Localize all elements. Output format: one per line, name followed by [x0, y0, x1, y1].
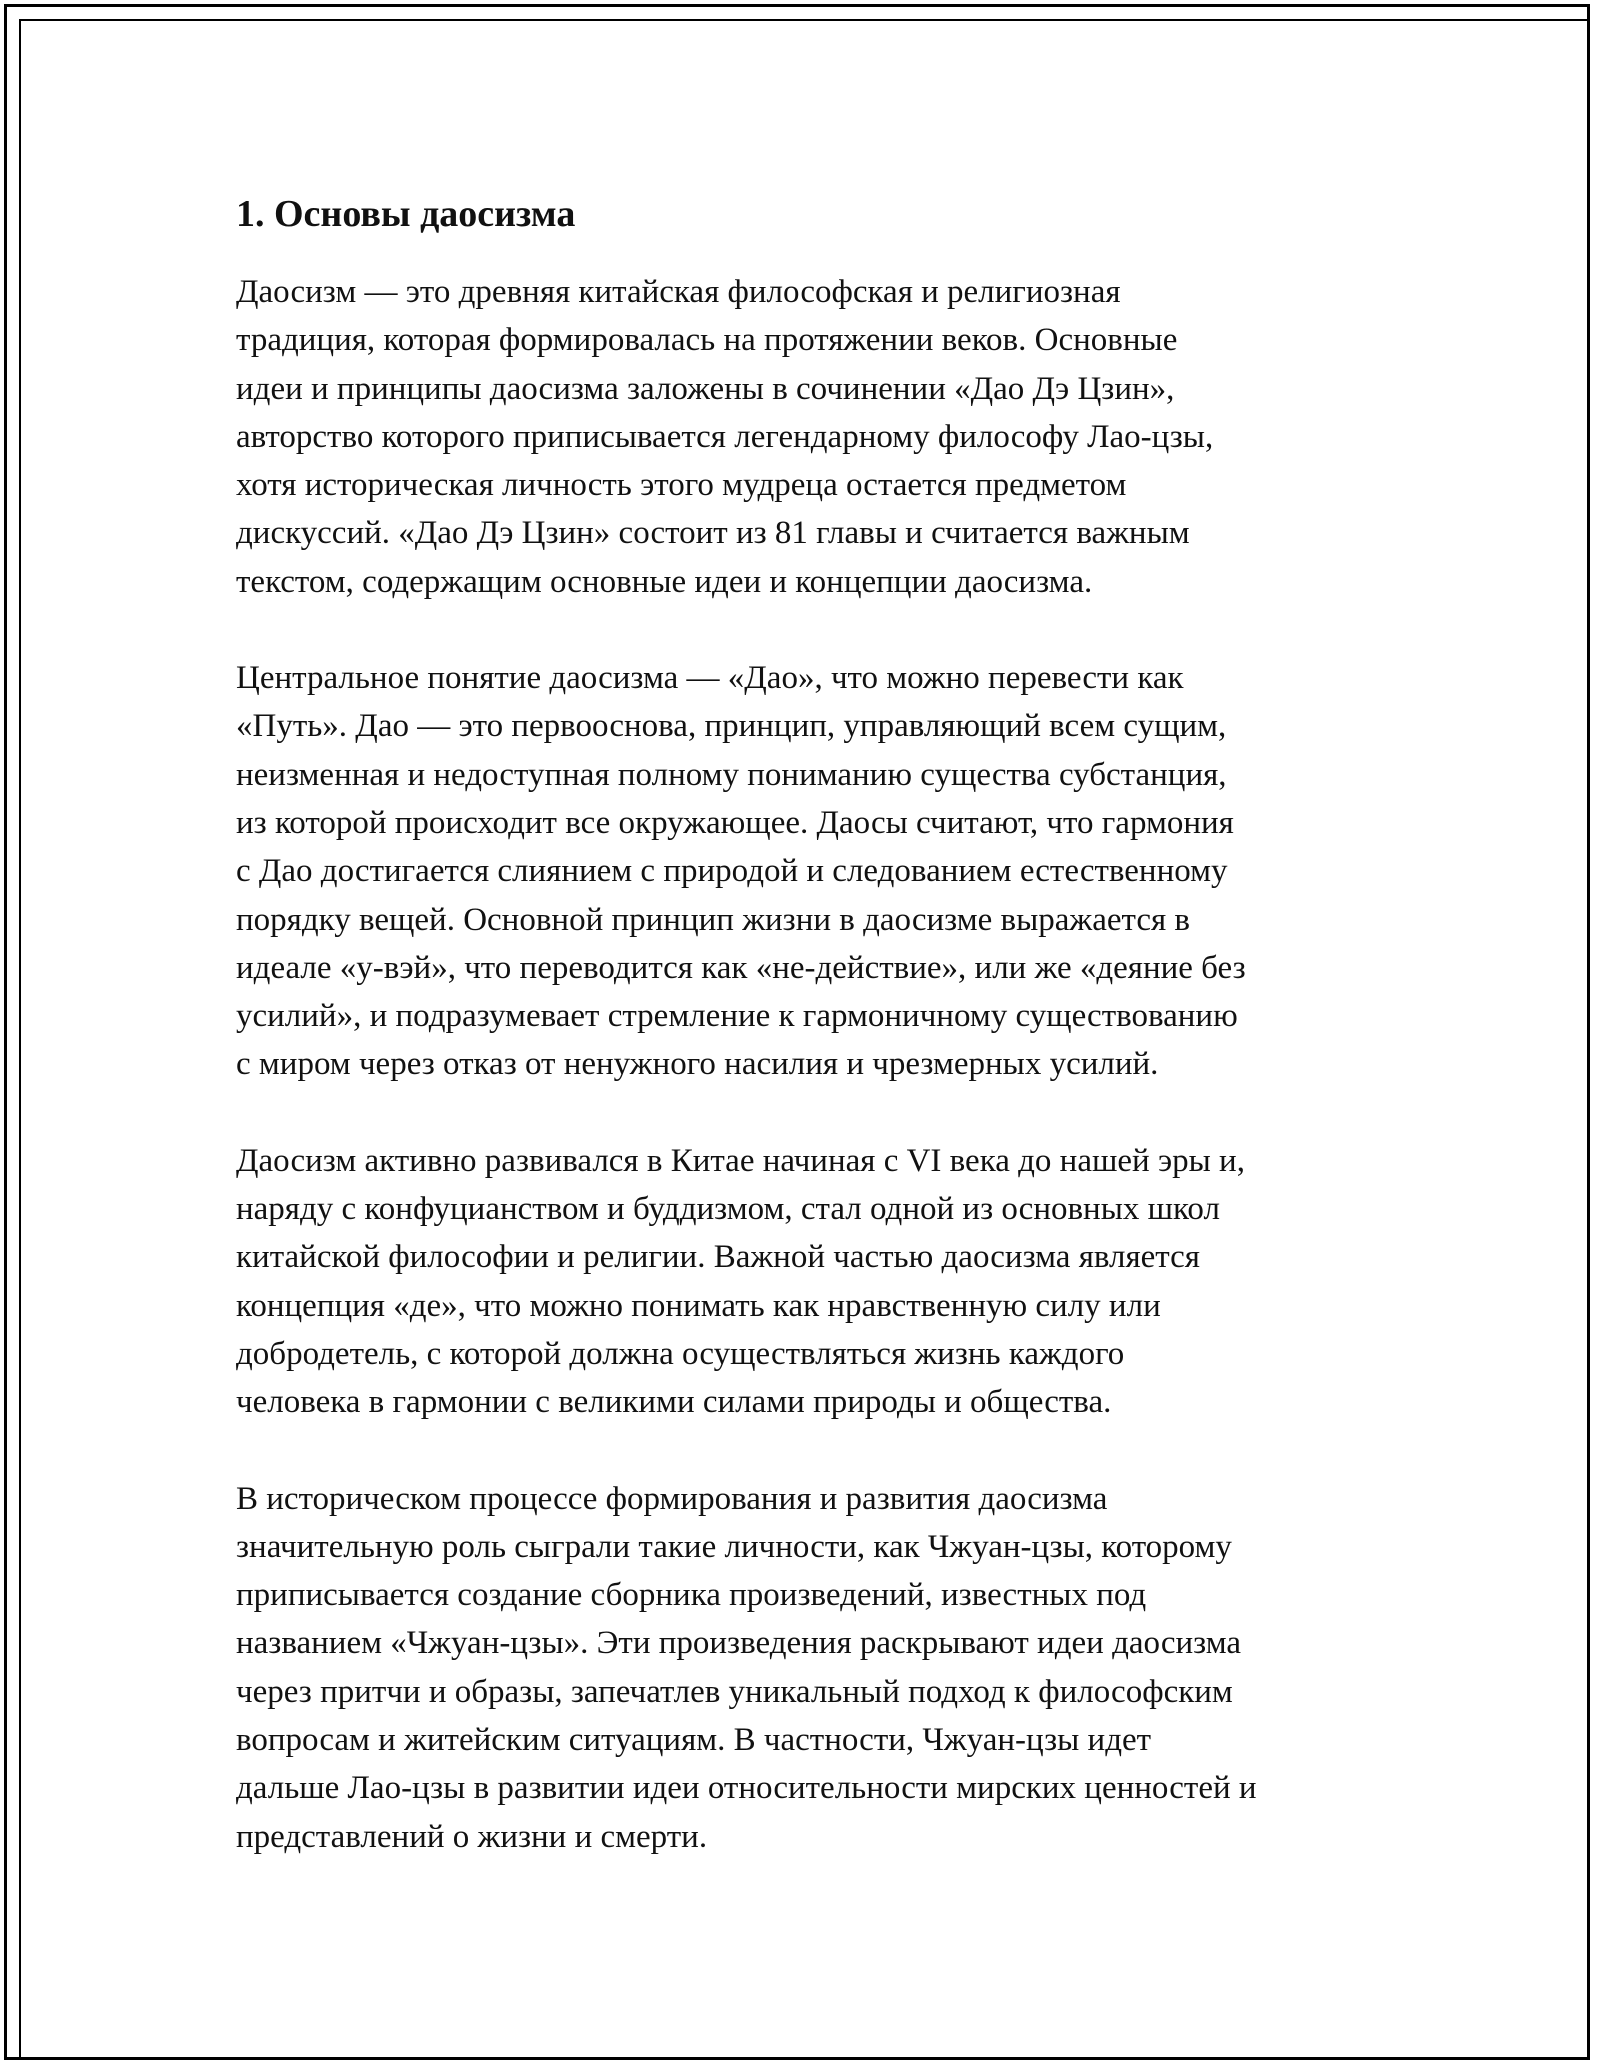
text-line: из которой происходит все окружающее. Даосы считают, что гармония: [236, 804, 1234, 841]
paragraph-3: [236, 1137, 1386, 1427]
text-line: В историческом процессе формирования и развития даосизма: [236, 1480, 1108, 1517]
paragraph-spacer: [236, 606, 1386, 654]
text-line: неизменная и недоступная полному пониманию существа субстанция,: [236, 756, 1227, 793]
text-line: «Путь». Дао — это первооснова, принцип, управляющий всем сущим,: [236, 708, 1227, 745]
text-line: представлений о жизни и смерти.: [236, 1818, 708, 1855]
text-line: идеале «у-вэй», что переводится как «не-действие», или же «деяние без: [236, 949, 1246, 986]
text-line: текстом, содержащим основные идеи и концепции даосизма.: [236, 563, 1093, 600]
text-line: авторство которого приписывается легендарному философу Лао-цзы,: [236, 418, 1214, 455]
text-line: Центральное понятие даосизма — «Дао», что можно перевести как: [236, 660, 1184, 697]
text-line: идеи и принципы даосизма заложены в сочинении «Дао Дэ Цзин»,: [236, 370, 1175, 407]
paragraph-spacer: [236, 1089, 1386, 1137]
text-line: традиция, которая формировалась на протяжении веков. Основные: [236, 322, 1178, 359]
text-line: с Дао достигается слиянием с природой и следованием естественному: [236, 853, 1228, 890]
text-line: Даосизм активно развивался в Китае начиная с VI века до нашей эры и,: [236, 1142, 1245, 1179]
text-line: китайской философии и религии. Важной частью даосизма является: [236, 1239, 1200, 1276]
text-line: значительную роль сыграли такие личности, как Чжуан-цзы, которому: [236, 1528, 1232, 1565]
text-line: с миром через отказ от ненужного насилия и чрезмерных усилий.: [236, 1046, 1159, 1083]
text-line: вопросам и житейским ситуациям. В частности, Чжуан-цзы идет: [236, 1722, 1152, 1759]
text-line: через притчи и образы, запечатлев уникальный подход к философским: [236, 1673, 1233, 1710]
text-line: хотя историческая личность этого мудреца остается предметом: [236, 467, 1127, 504]
text-line: дискуссий. «Дао Дэ Цзин» состоит из 81 главы и считается важным: [236, 515, 1190, 552]
paragraph-2: [236, 654, 1386, 1089]
document-body: [236, 190, 1386, 1861]
text-line: усилий», и подразумевает стремление к гармоничному существованию: [236, 998, 1238, 1035]
paragraph-1: [236, 268, 1386, 606]
text-line: порядку вещей. Основной принцип жизни в даосизме выражается в: [236, 901, 1190, 938]
heading-spacer: [236, 238, 1386, 268]
section-heading: 1. Основы даосизма: [236, 193, 576, 235]
text-line: приписывается создание сборника произведений, известных под: [236, 1577, 1147, 1614]
text-line: дальше Лао-цзы в развитии идеи относительности мирских ценностей и: [236, 1770, 1257, 1807]
text-line: человека в гармонии с великими силами природы и общества.: [236, 1384, 1112, 1421]
text-line: концепция «де», что можно понимать как нравственную силу или: [236, 1287, 1161, 1324]
text-line: добродетель, с которой должна осуществляться жизнь каждого: [236, 1335, 1125, 1372]
paragraph-spacer: [236, 1427, 1386, 1475]
paragraph-4: [236, 1475, 1386, 1861]
text-line: названием «Чжуан-цзы». Эти произведения раскрывают идеи даосизма: [236, 1625, 1242, 1662]
text-line: наряду с конфуцианством и буддизмом, стал одной из основных школ: [236, 1191, 1220, 1228]
text-line: Даосизм — это древняя китайская философская и религиозная: [236, 274, 1121, 310]
